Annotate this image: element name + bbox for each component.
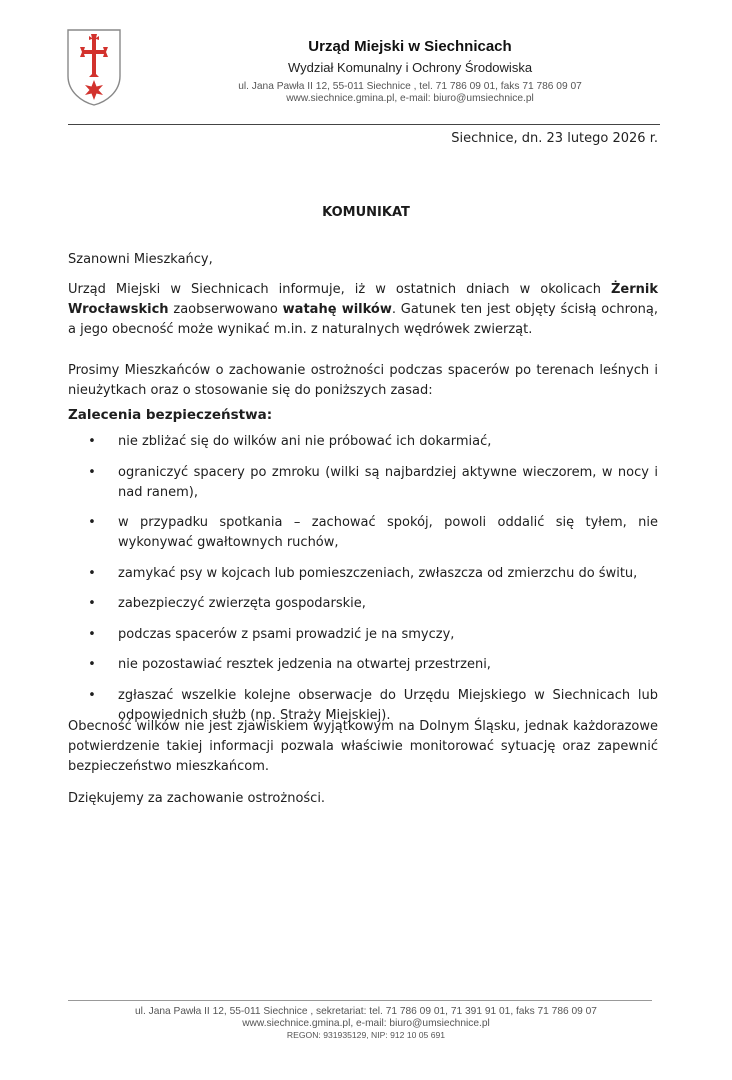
bullet-icon: • (88, 434, 96, 449)
list-item-text: zgłaszać wszelkie kolejne obserwacje do Urzędu Miejskiego w Siechnicach lub odpowiednich służb (np. Straży Miejskiej). (118, 687, 658, 723)
closing-line: Dziękujemy za zachowanie ostrożności. (68, 791, 326, 806)
footer-ids: REGON: 931935129, NIP: 912 10 05 691 (286, 1030, 446, 1040)
footer-address: ul. Jana Pawła II 12, 55-011 Siechnice , sekretariat: tel. 71 786 09 01, 71 391 91 01, faks 71 786 09 07 (135, 1006, 597, 1017)
list-item (68, 432, 658, 452)
paragraph-announcement (68, 280, 658, 340)
section-title: Zalecenia bezpieczeństwa: (68, 407, 273, 423)
paragraph-text: Urząd Miejski w Siechnicach informuje, iż w ostatnich dniach w okolicach (68, 282, 611, 297)
paragraph-text: zaobserwowano (168, 302, 283, 317)
list-item (68, 625, 658, 645)
list-item-text: zabezpieczyć zwierzęta gospodarskie, (118, 596, 366, 611)
list-item (68, 513, 658, 553)
list-item (68, 655, 658, 675)
list-item-text: podczas spacerów z psami prowadzić je na smyczy, (118, 626, 455, 642)
bullet-icon: • (88, 515, 96, 530)
coat-of-arms-icon (66, 28, 122, 106)
document-date: Siechnice, dn. 23 lutego 2026 r. (451, 131, 658, 146)
recommendations-list (68, 432, 658, 736)
department-name: Wydział Komunalny i Ochrony Środowiska (287, 60, 533, 75)
bullet-icon: • (88, 596, 96, 611)
header-web-email: www.siechnice.gmina.pl, e-mail: biuro@umsiechnice.pl (286, 93, 534, 104)
greeting: Szanowni Mieszkańcy, (68, 252, 213, 267)
office-title: Urząd Miejski w Siechnicach (308, 38, 512, 55)
header-address: ul. Jana Pawła II 12, 55-011 Siechnice , tel. 71 786 09 01, faks 71 786 09 07 (238, 81, 582, 92)
paragraph-context: Obecność wilków nie jest zjawiskiem wyjątkowym na Dolnym Śląsku, jednak każdorazowe potwierdzenie takiej informacji pozwala właściwie monitorować sytuację oraz zapewnić bezpieczeństwo mieszkańcom. (68, 719, 658, 774)
list-item-text: ograniczyć spacery po zmroku (wilki są najbardziej aktywne wieczorem, w nocy i nad ranem), (118, 464, 658, 500)
list-item (68, 564, 658, 584)
footer-web-email: www.siechnice.gmina.pl, e-mail: biuro@umsiechnice.pl (242, 1018, 490, 1029)
bullet-icon: • (88, 565, 96, 581)
list-item-text: zamykać psy w kojcach lub pomieszczeniach, zwłaszcza od zmierzchu do świtu, (118, 565, 638, 581)
document-heading: KOMUNIKAT (322, 205, 410, 220)
bullet-icon: • (88, 464, 96, 480)
paragraph-request: Prosimy Mieszkańców o zachowanie ostrożności podczas spacerów po terenach leśnych i nieużytkach oraz o stosowanie się do poniższych zasad: (68, 363, 658, 398)
list-item (68, 594, 658, 614)
list-item-text: nie zbliżać się do wilków ani nie próbować ich dokarmiać, (118, 434, 492, 449)
wolf-pack-highlight: watahę wilków (282, 302, 392, 317)
location-name: Żernik Wrocławskich (68, 282, 658, 317)
bullet-icon: • (88, 687, 96, 703)
paragraph-text: . Gatunek ten jest objęty ścisłą ochroną, a jego obecność może wynikać m.in. z naturalnych wędrówek zwierząt. (68, 302, 658, 337)
bullet-icon: • (88, 657, 96, 672)
list-item-text: w przypadku spotkania – zachować spokój, powoli oddalić się tyłem, nie wykonywać gwałtownych ruchów, (118, 515, 658, 550)
list-item-text: nie pozostawiać resztek jedzenia na otwartej przestrzeni, (118, 657, 491, 672)
header-divider (68, 124, 660, 125)
bullet-icon: • (88, 626, 96, 642)
list-item (68, 463, 658, 503)
footer-divider (68, 1000, 652, 1001)
